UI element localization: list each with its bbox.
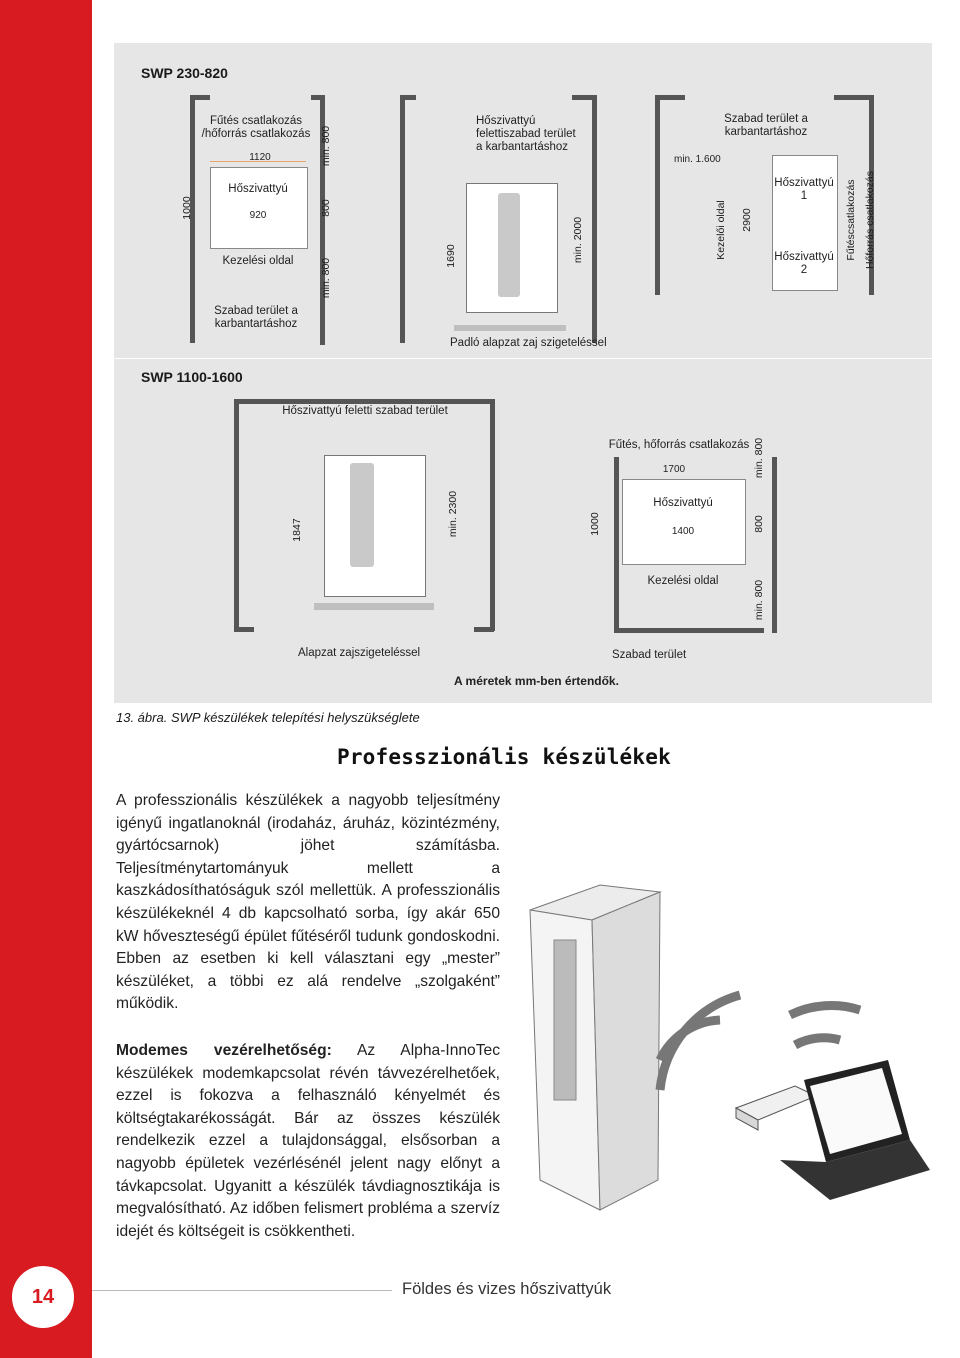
c-source-connection: Hőforrás csatlakozás (864, 170, 876, 270)
e-free-area-label: Szabad terület (612, 649, 687, 661)
a-dim-min800-top: min. 800 (320, 125, 332, 167)
figure-caption (116, 710, 420, 725)
c-heat-pump-2: Hőszivattyú 2 (774, 251, 834, 276)
c-dim-min1600: min. 1.600 (674, 154, 721, 165)
e-dim-1400: 1400 (671, 526, 695, 537)
a-dim-800: 800 (320, 199, 332, 217)
footer-line (92, 1290, 392, 1291)
paragraph-modem (116, 1040, 500, 1243)
units-note: A méretek mm-ben értendők. (454, 674, 619, 688)
paragraph-modem-text: Az Alpha-InnoTec készülékek modemkapcsolat révén távvezérelhetőek, ezzel is fokozva a felhasználó kényelmét és költségtakarékosságát. Bár az összes készülék rendelkezik ezzel a tulajdonsággal, elsősorban a nagyobb épületek vezérlésénél jelent nagy előnyt a távkapcsolat. Ugyanitt a készülék távdiagnosztikája is megvalósítható. Az időben felismert probléma a szervíz idejét és költségeit is csökkentheti. (116, 1042, 500, 1240)
c-free-area-label: Szabad terület a karbantartáshoz (724, 113, 808, 138)
e-dim-1700: 1700 (662, 464, 686, 475)
section-heading: Professzionális készülékek (337, 745, 671, 769)
e-heat-pump-label: Hőszivattyú (653, 497, 713, 509)
a-connection-label: Fűtés csatlakozás /hőforrás csatlakozás (201, 115, 311, 140)
a-dim-920: 920 (249, 210, 267, 221)
panel-divider (114, 358, 932, 359)
installation-diagram-panel (114, 43, 932, 703)
wall-d-left (234, 399, 239, 631)
modem-router (736, 1086, 816, 1130)
wall-d-top (234, 399, 494, 404)
a-heat-pump-label: Hőszivattyú (228, 183, 288, 195)
a-heat-pump-box (210, 167, 308, 249)
wall-c-top-right (834, 95, 874, 100)
c-dim-2900: 2900 (741, 208, 753, 232)
wall-c-top-left (655, 95, 685, 100)
b-control-panel (498, 193, 520, 297)
diagram-title-swp-230-820: SWP 230-820 (141, 65, 228, 81)
c-heating-connection: Fűtéscsatlakozás (845, 179, 857, 261)
wall-b-top-left (400, 95, 416, 100)
d-base-label: Alapzat zajszigeteléssel (298, 647, 421, 659)
e-heat-pump-box (622, 479, 746, 565)
figure-number: 13. ábra. (116, 710, 168, 725)
b-floor-base (454, 325, 566, 331)
wall-e-bottom (614, 628, 764, 633)
red-margin-bar (0, 0, 92, 1358)
laptop (780, 1060, 930, 1200)
wall-d-floor-right (474, 627, 494, 632)
d-dim-min2300: min. 2300 (447, 490, 459, 538)
a-free-area-label: Szabad terület a karbantartáshoz (214, 305, 298, 330)
d-control-panel (350, 463, 374, 567)
page-number: 14 (12, 1266, 74, 1328)
e-operating-side: Kezelési oldal (647, 575, 719, 587)
a-dim-min800-bottom: min. 800 (320, 257, 332, 299)
wall-c-left (655, 95, 660, 295)
e-connection-label: Fűtés, hőforrás csatlakozás (608, 439, 750, 451)
b-dim-min2000: min. 2000 (572, 216, 584, 264)
b-floor-label: Padló alapzat zaj szigeteléssel (450, 337, 607, 349)
d-heat-pump-unit (324, 455, 426, 597)
c-heat-pump-1: Hőszivattyú 1 (774, 177, 834, 202)
c-operator-side: Kezelői oldal (715, 200, 727, 260)
wall-e-left (614, 457, 619, 633)
d-base (314, 603, 434, 610)
b-free-area-label: Hőszivattyú felettiszabad terület a karbantartáshoz (476, 115, 576, 153)
e-dim-min800-top: min. 800 (753, 437, 765, 479)
wall-d-floor-left (234, 627, 254, 632)
footer-title: Földes és vizes hőszivattyúk (402, 1280, 612, 1298)
remote-control-illustration (510, 790, 940, 1230)
d-dim-1847: 1847 (291, 518, 303, 542)
paragraph-professional: A professzionális készülékek a nagyobb teljesítmény igényű ingatlanoknál (irodaház, áruház, közintézmény, gyártócsarnok) jöhet számításba. Teljesítménytartományuk mellett a kaszkádosíthatóságuk szól mellettük. A professzionális készülékeknél 4 db kapcsolható sorba, így akár 650 kW hőveszteségű épület fűtéséről tudunk gondoskodni. Ebben az esetben ki kell választani egy „mester” készüléket, a többi ez alá rendelve „szolgaként” működik. (116, 792, 500, 1013)
figure-caption-text: SWP készülékek telepítési helyszükséglete (170, 710, 420, 725)
wall-b-left (400, 95, 405, 343)
a-dim-1000: 1000 (181, 196, 193, 220)
heat-pump-cabinet (530, 885, 660, 1210)
a-operating-side: Kezelési oldal (222, 255, 294, 267)
b-dim-1690: 1690 (445, 244, 457, 268)
d-free-area-label: Hőszivattyú feletti szabad terület (282, 405, 448, 417)
paragraph-modem-lead: Modemes vezérelhetőség: (116, 1042, 332, 1059)
wall-d-right (490, 399, 495, 631)
a-dim-1120: 1120 (249, 152, 271, 163)
e-dim-1000: 1000 (589, 512, 601, 536)
e-dim-min800-bottom: min. 800 (753, 579, 765, 621)
wall-e-right (772, 457, 777, 633)
wall-a-top-left (190, 95, 210, 100)
diagram-title-swp-1100-1600: SWP 1100-1600 (141, 369, 243, 385)
wall-b-right (592, 95, 597, 343)
e-dim-800: 800 (753, 515, 765, 533)
